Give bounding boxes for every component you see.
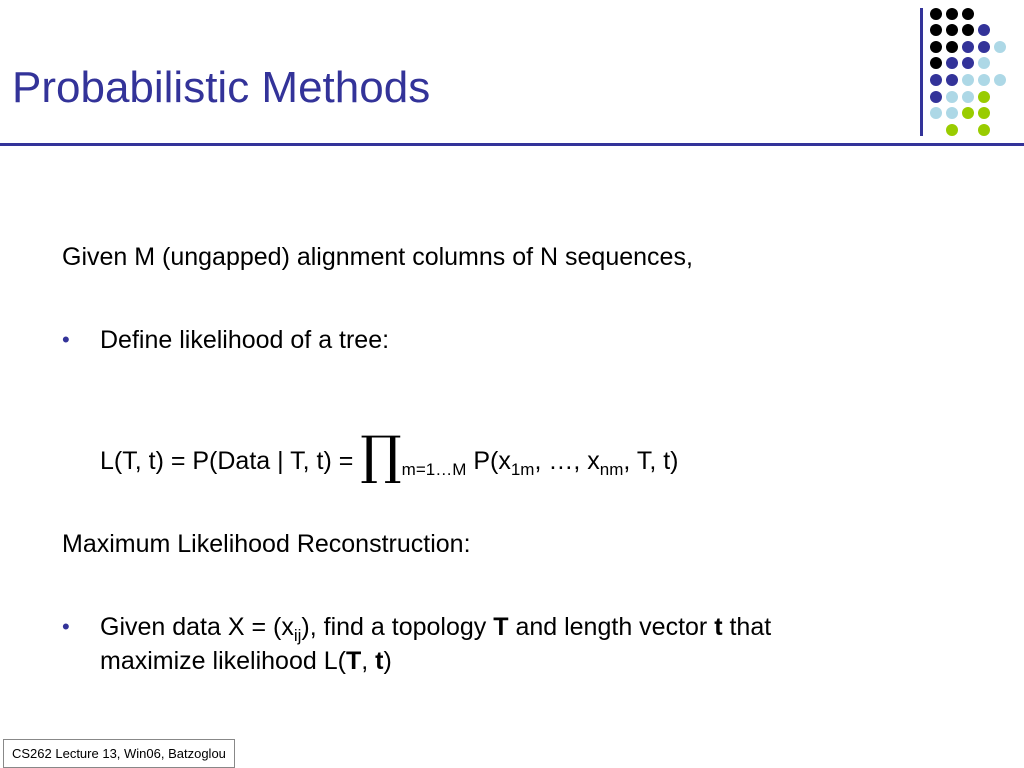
dot: [946, 107, 958, 119]
bold-T: T: [345, 647, 362, 675]
dot: [978, 107, 990, 119]
title-underline: [0, 143, 1024, 146]
dot: [946, 74, 958, 86]
dot: [946, 91, 958, 103]
footer-label: CS262 Lecture 13, Win06, Batzoglou: [3, 739, 235, 768]
dot: [930, 41, 942, 53]
bullet-marker: •: [62, 327, 70, 352]
dot: [978, 74, 990, 86]
product-symbol: ∏: [360, 426, 402, 486]
dot: [978, 91, 990, 103]
dot: [994, 74, 1006, 86]
formula-tail: , T, t): [623, 447, 679, 475]
bullet-marker: •: [62, 614, 70, 639]
ml-reconstruction-heading: Maximum Likelihood Reconstruction:: [62, 530, 471, 558]
dot: [962, 107, 974, 119]
formula-sub-nm: nm: [599, 460, 624, 479]
product-range: m=1…M: [401, 460, 467, 479]
dot: [946, 8, 958, 20]
bullet2-part1: Given data X = (x: [100, 613, 294, 641]
dot: [930, 91, 942, 103]
dot: [978, 124, 990, 136]
bullet2-line2-close: ): [383, 647, 392, 675]
bullet2-part4: that: [722, 613, 772, 641]
dot: [946, 41, 958, 53]
bullet-define-likelihood: Define likelihood of a tree:: [100, 326, 390, 354]
likelihood-formula: [100, 426, 679, 486]
dot: [994, 41, 1006, 53]
dot: [946, 24, 958, 36]
formula-lhs: L(T, t) = P(Data | T, t) =: [100, 447, 361, 475]
bullet2-line2-sep: ,: [361, 647, 376, 675]
dot: [946, 57, 958, 69]
formula-sub-1m: 1m: [510, 460, 535, 479]
bold-t: t: [375, 647, 384, 675]
bullet2-part2: ), find a topology: [301, 613, 494, 641]
intro-line: Given M (ungapped) alignment columns of N sequences,: [62, 243, 693, 271]
dot: [930, 57, 942, 69]
bullet2-line2-part1: maximize likelihood L(: [100, 647, 346, 675]
dot: [962, 8, 974, 20]
dot: [962, 74, 974, 86]
bullet2-sub-ij: ij: [293, 626, 302, 645]
page-title: Probabilistic Methods: [12, 63, 431, 112]
dot: [978, 57, 990, 69]
formula-p-open: P(x: [466, 447, 511, 475]
dot: [930, 107, 942, 119]
dot: [962, 41, 974, 53]
dot: [978, 41, 990, 53]
bold-length-t: t: [714, 613, 723, 641]
dot: [978, 24, 990, 36]
dot: [930, 74, 942, 86]
dot: [946, 124, 958, 136]
dot: [962, 57, 974, 69]
vertical-divider: [920, 8, 923, 136]
dot: [962, 91, 974, 103]
bullet-given-data-line2: [100, 644, 392, 678]
bullet-given-data: [100, 610, 771, 644]
formula-mid: , …, x: [534, 447, 600, 475]
bold-topology-T: T: [493, 613, 509, 641]
dot: [962, 24, 974, 36]
bullet2-part3: and length vector: [508, 613, 715, 641]
dot: [930, 24, 942, 36]
dot: [930, 8, 942, 20]
